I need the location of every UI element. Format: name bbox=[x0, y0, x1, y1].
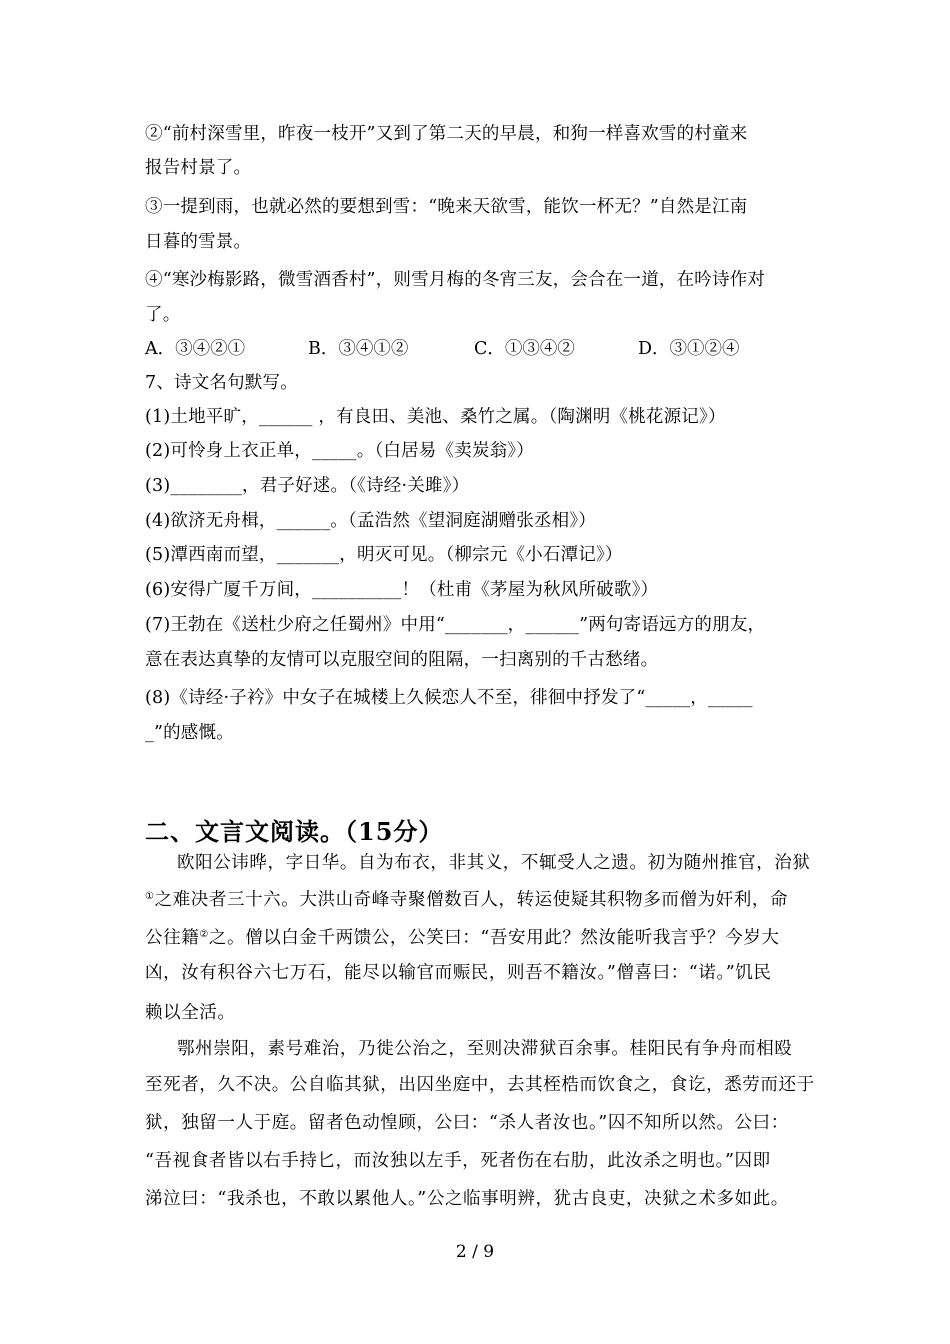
section-heading: 二、文言文阅读。（15分） bbox=[145, 817, 444, 846]
footnote-marker-1: ① bbox=[145, 891, 155, 902]
passage-p2-line-1: 鄂州崇阳，素号难治，乃徙公治之，至则决滞狱百余事。桂阳民有争舟而相殴 bbox=[177, 1039, 793, 1059]
q6-item-3-line-2: 日暮的雪景。 bbox=[145, 232, 252, 252]
q6-item-4-line-1: ④“寒沙梅影路，微雪酒香村”，则雪月梅的冬宵三友，会合在一道，在吟诗作对 bbox=[145, 270, 766, 290]
q7-item-7-line-2: 意在表达真挚的友情可以克服空间的阻隔，一扫离别的千古愁绪。 bbox=[145, 650, 659, 670]
q7-item-1: (1)土地平旷，______ ，有良田、美池、桑竹之属。（陶渊明《桃花源记》） bbox=[145, 407, 726, 427]
q7-item-8-line-1: (8)《诗经·子衿》中女子在城楼上久候恋人不至，徘徊中抒发了“_____，_____ bbox=[145, 688, 753, 708]
passage-p2-line-2: 至死者，久不决。公自临其狱，出囚坐庭中，去其桎梏而饮食之，食讫，悉劳而还于 bbox=[145, 1075, 815, 1095]
footnote-marker-2: ② bbox=[199, 929, 209, 940]
option-b: B．③④①② bbox=[308, 339, 409, 359]
q7-item-7-line-1: (7)王勃在《送杜少府之任蜀州》中用“_______，______”两句寄语远方的朋友， bbox=[145, 615, 766, 635]
passage-p2-line-3: 狱，独留一人于庭。留者色动惶顾，公曰：“杀人者汝也。”囚不知所以然。公曰： bbox=[145, 1113, 789, 1133]
q7-item-6: (6)安得广厦千万间，__________！（杜甫《茅屋为秋风所破歌》） bbox=[145, 580, 659, 600]
q7-title: 7、诗文名句默写。 bbox=[145, 373, 298, 393]
q6-item-3-line-1: ③一提到雨，也就必然的要想到雪：“晚来天欲雪，能饮一杯无？”自然是江南 bbox=[145, 197, 748, 217]
passage-p1-line-3: 公往籍②之。僧以白金千两馈公，公笑曰：“吾安用此？然汝能听我言乎？今岁大 bbox=[145, 928, 780, 948]
option-c: C．①③④② bbox=[474, 339, 575, 359]
q7-item-3: (3)________，君子好逑。（《诗经·关雎》） bbox=[145, 476, 470, 496]
passage-p1-line-5: 赖以全活。 bbox=[145, 1003, 236, 1023]
option-a: A．③④②① bbox=[145, 339, 246, 359]
page-number: 2 / 9 bbox=[455, 1242, 495, 1262]
q6-item-2-line-2: 报告村景了。 bbox=[145, 158, 252, 178]
passage-p2-line-4: “吾视食者皆以右手持匕，而汝独以左手，死者伤在右肋，此汝杀之明也。”囚即 bbox=[145, 1151, 771, 1171]
passage-p2-line-5: 涕泣曰：“我杀也，不敢以累他人。”公之临事明辨，犹古良吏，决狱之术多如此。 bbox=[145, 1189, 789, 1209]
q7-item-2: (2)可怜身上衣正单，_____。（白居易《卖炭翁》） bbox=[145, 441, 534, 461]
q7-item-4: (4)欲济无舟楫，______。（孟浩然《望洞庭湖赠张丞相》） bbox=[145, 511, 596, 531]
passage-p1-line-1: 欧阳公讳晔，字日华。自为布衣，非其义，不辄受人之遗。初为随州推官，治狱 bbox=[177, 853, 811, 873]
option-d: D．③①②④ bbox=[638, 339, 740, 359]
q6-item-2-line-1: ②“前村深雪里，昨夜一枝开”又到了第二天的早晨，和狗一样喜欢雪的村童来 bbox=[145, 124, 748, 144]
passage-p1-line-2: ①之难决者三十六。大洪山奇峰寺聚僧数百人，转运使疑其积物多而僧为奸利，命 bbox=[145, 890, 789, 910]
q6-item-4-line-2: 了。 bbox=[145, 305, 181, 325]
q7-item-8-line-2: _”的感慨。 bbox=[145, 723, 234, 743]
passage-p1-line-4: 凶，汝有积谷六七万石，能尽以输官而赈民，则吾不籍汝。”僧喜曰：“诺。”饥民 bbox=[145, 963, 772, 983]
q7-item-5: (5)潭西南而望，_______，明灭可见。（柳宗元《小石潭记》） bbox=[145, 545, 623, 565]
